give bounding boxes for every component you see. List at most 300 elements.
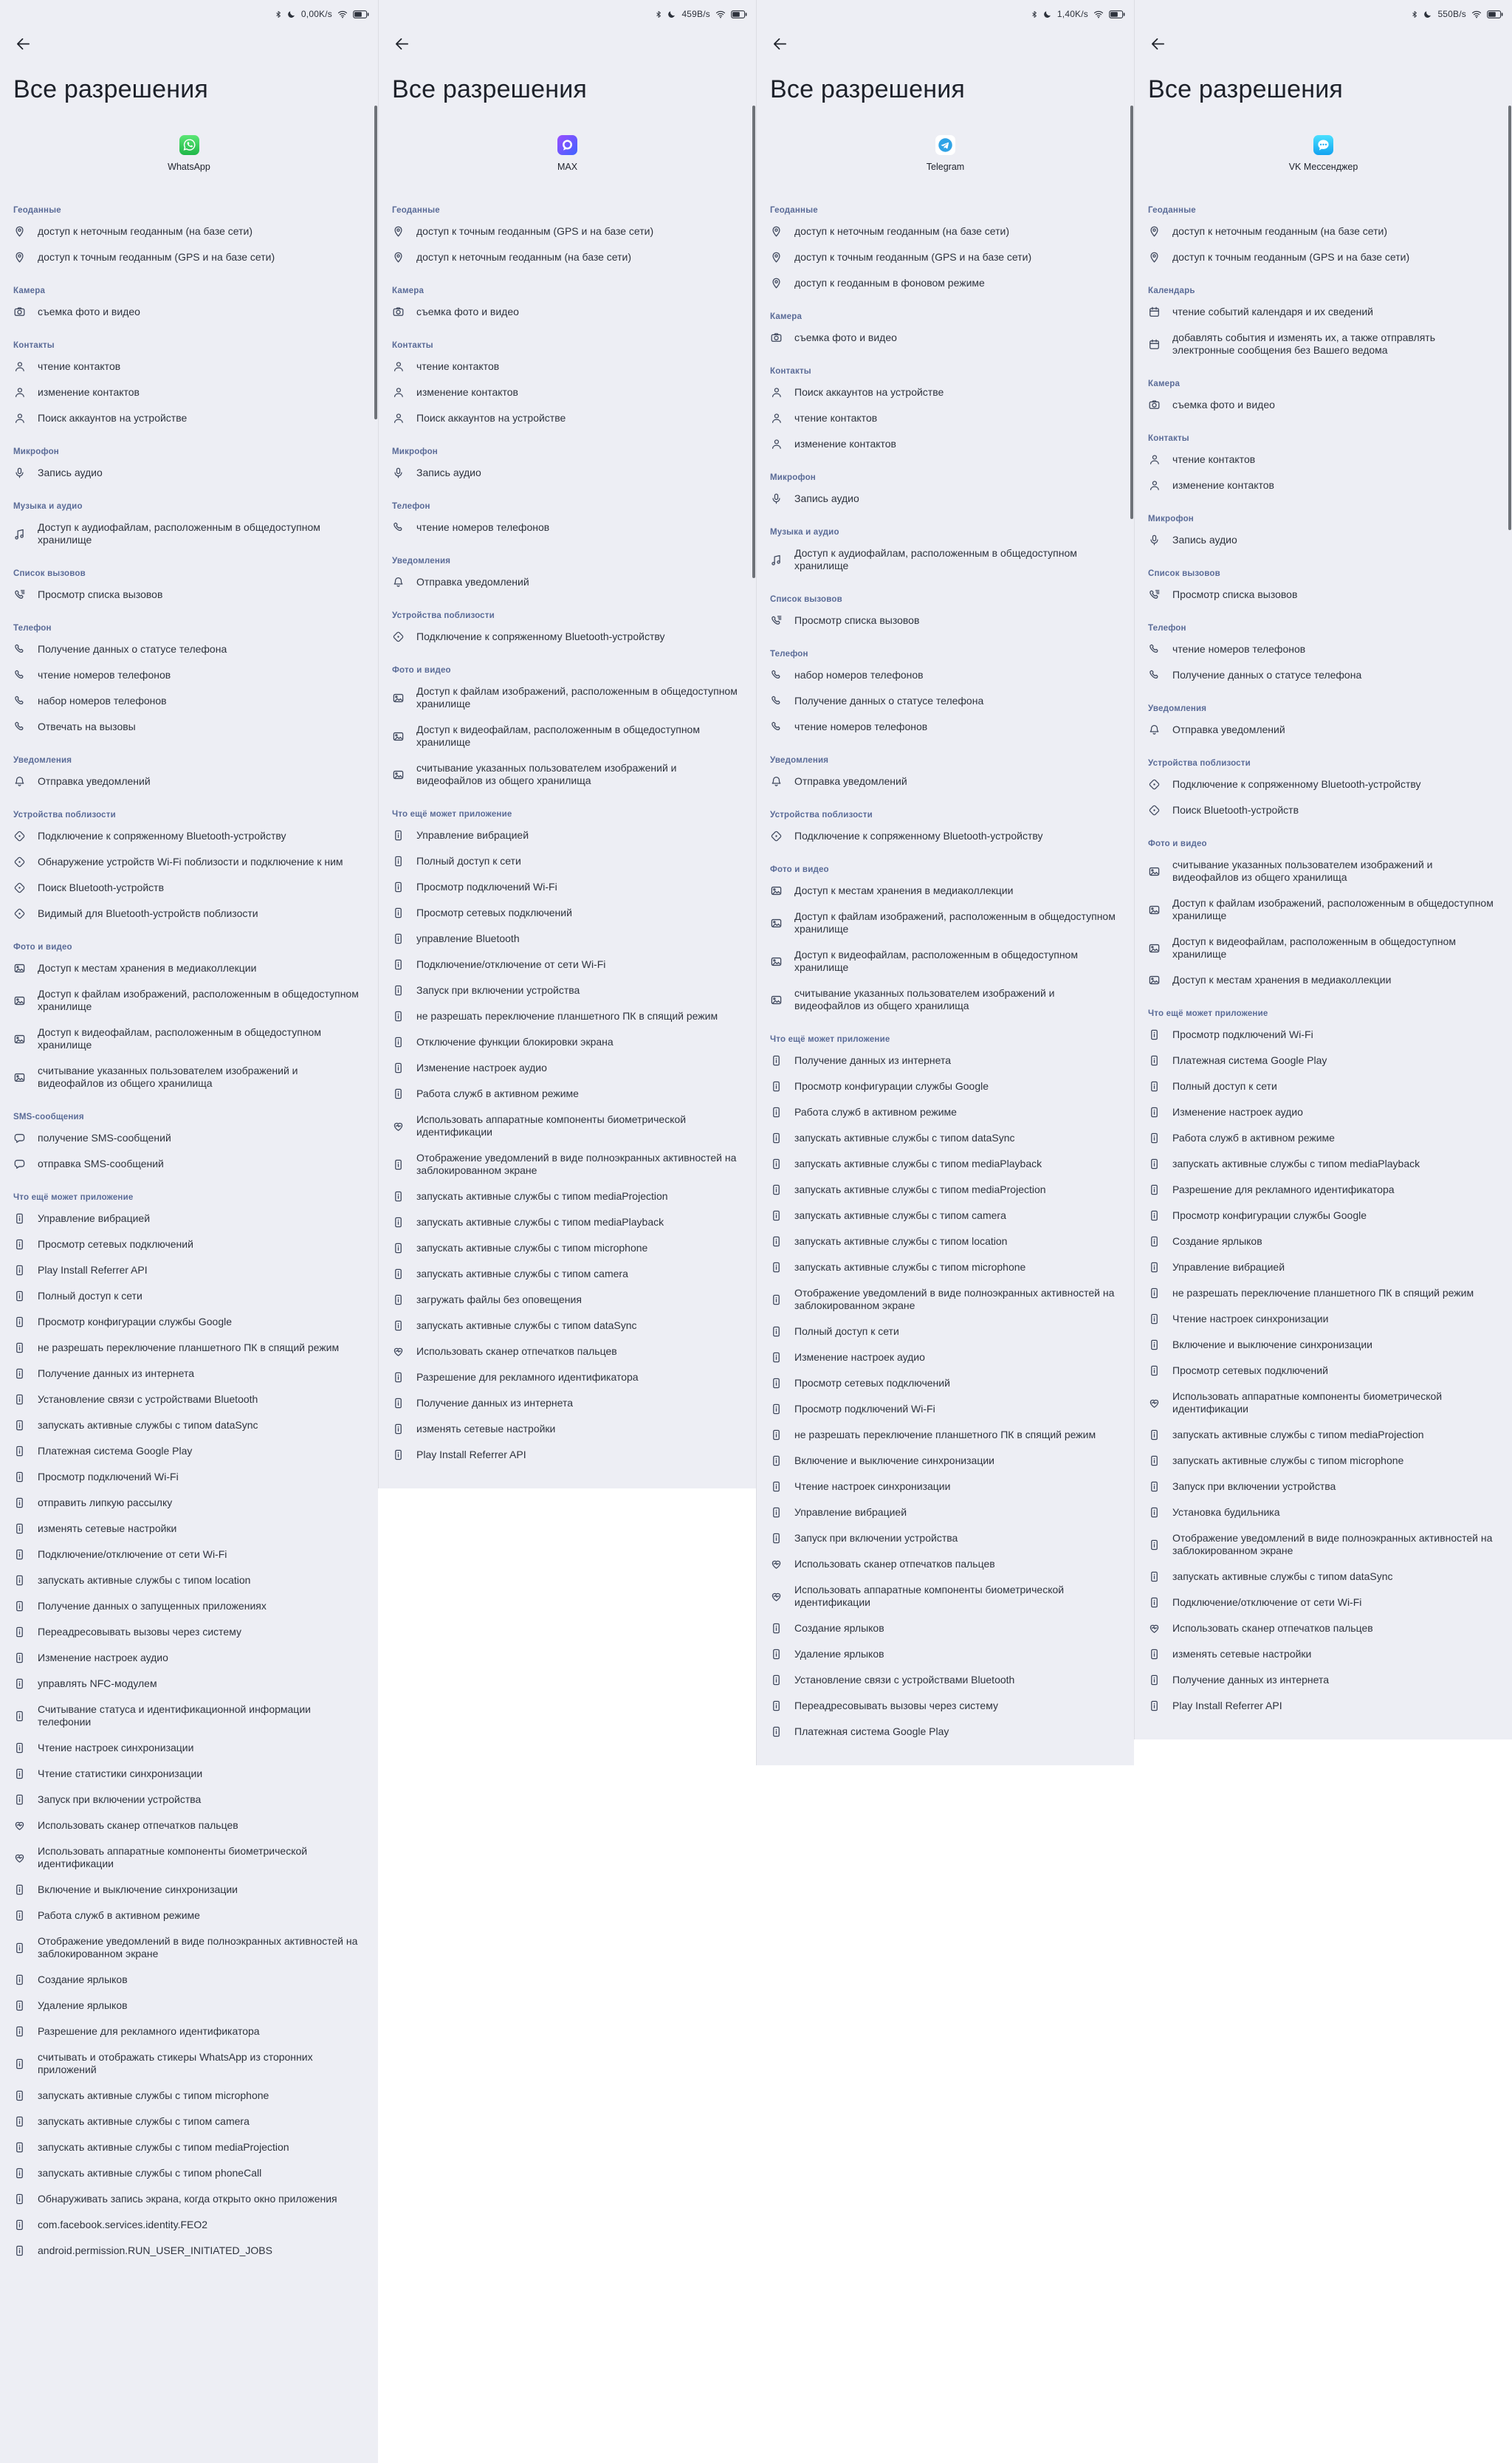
permission-section [379, 341, 756, 431]
permission-item [757, 1370, 1134, 1396]
permission-item [757, 1280, 1134, 1319]
permission-item [379, 354, 756, 379]
permission-item [0, 955, 378, 981]
permission-section [0, 624, 378, 740]
permission-item [1135, 772, 1512, 797]
permission-label: Работа служб в активном режиме [416, 1088, 579, 1099]
mic-icon [392, 467, 405, 479]
calllog-icon [13, 588, 26, 601]
person-icon [770, 412, 783, 425]
permission-label: не разрешать переключение планшетного ПК в спящий режим [38, 1342, 340, 1353]
permission-item [379, 569, 756, 595]
image-icon [1148, 904, 1161, 916]
permission-label: Отвечать на вызовы [38, 721, 136, 732]
permission-item [1135, 890, 1512, 929]
permission-item [379, 1287, 756, 1313]
permission-label: Создание ярлыков [794, 1622, 884, 1634]
info-icon [13, 1471, 26, 1483]
info-icon [1148, 1080, 1161, 1093]
permission-item [757, 405, 1134, 431]
page-title: Все разрешения [770, 75, 966, 103]
info-icon [13, 1652, 26, 1664]
permission-label: чтение контактов [1172, 453, 1256, 465]
image-icon [13, 1033, 26, 1045]
permission-item [0, 1490, 378, 1516]
permission-item [0, 515, 378, 553]
info-icon [13, 1238, 26, 1251]
permission-item [757, 1344, 1134, 1370]
image-icon [1148, 942, 1161, 955]
telegram-app-icon [935, 135, 955, 155]
permission-item [0, 1206, 378, 1232]
permission-section [379, 206, 756, 270]
permission-label: изменять сетевые настройки [416, 1423, 556, 1435]
info-icon [1148, 1028, 1161, 1041]
info-icon [392, 1088, 405, 1100]
permission-label: запускать активные службы с типом mediaProjection [1172, 1429, 1424, 1440]
permission-item [379, 822, 756, 848]
app-column [0, 0, 378, 2463]
info-icon [770, 1351, 783, 1364]
back-button[interactable] [772, 35, 791, 55]
permission-label: android.permission.RUN_USER_INITIATED_JOBS [38, 2244, 272, 2256]
section-header: Телефон [13, 624, 52, 633]
info-icon [392, 829, 405, 842]
permission-label: Использовать сканер отпечатков пальцев [794, 1558, 995, 1570]
permission-label: Подключение к сопряженному Bluetooth-устройству [416, 631, 665, 642]
permission-label: доступ к геоданным в фоновом режиме [794, 277, 985, 289]
permission-label: Включение и выключение синхронизации [38, 1883, 238, 1895]
info-icon [13, 1548, 26, 1561]
location-icon [770, 225, 783, 238]
permission-section [379, 611, 756, 650]
info-icon [770, 1106, 783, 1119]
permission-label: Получение данных из интернета [38, 1367, 194, 1379]
status-bar [379, 0, 756, 22]
info-icon [770, 1054, 783, 1067]
permission-label: Доступ к видеофайлам, расположенным в общедоступном хранилище [794, 949, 1078, 973]
permission-label: Запуск при включении устройства [794, 1532, 958, 1544]
permission-item [0, 1787, 378, 1813]
permission-item [1135, 1254, 1512, 1280]
scrollbar[interactable] [374, 106, 377, 419]
section-header: Камера [770, 312, 803, 321]
permission-item [379, 848, 756, 874]
info-icon [1148, 1364, 1161, 1377]
section-header: Геоданные [13, 206, 61, 215]
section-header: Что ещё может приложение [770, 1035, 890, 1044]
scrollbar[interactable] [1130, 106, 1133, 519]
info-icon [392, 907, 405, 919]
nearby-icon [13, 882, 26, 894]
network-speed: 1,40K/s [1056, 9, 1088, 19]
permission-item [379, 1313, 756, 1339]
permission-label: Отправка уведомлений [1172, 724, 1285, 735]
section-header: Микрофон [770, 473, 816, 482]
permission-label: Использовать сканер отпечатков пальцев [416, 1345, 617, 1357]
permission-item [379, 405, 756, 431]
permission-item [0, 1058, 378, 1096]
permission-label: Изменение настроек аудио [1172, 1106, 1303, 1118]
permission-label: Полный доступ к сети [1172, 1080, 1277, 1092]
section-header: Устройства поблизости [392, 611, 495, 620]
permission-label: Установка будильника [1172, 1506, 1280, 1518]
app-column [756, 0, 1134, 1765]
permission-item [757, 1551, 1134, 1577]
permission-item [0, 1020, 378, 1058]
permission-section [0, 502, 378, 553]
night-mode-icon [667, 10, 676, 18]
section-header: Устройства поблизости [770, 811, 873, 820]
permission-label: Поиск аккаунтов на устройстве [416, 412, 566, 424]
permission-label: запускать активные службы с типом microphone [1172, 1454, 1404, 1466]
permission-label: Чтение настроек синхронизации [1172, 1313, 1329, 1325]
section-header: Уведомления [1148, 704, 1207, 713]
info-icon [392, 1062, 405, 1074]
section-header: Фото и видео [770, 865, 829, 874]
back-button[interactable] [15, 35, 34, 55]
biometric-icon [1148, 1622, 1161, 1635]
nearby-icon [1148, 804, 1161, 817]
permission-item [1135, 1280, 1512, 1306]
permission-label: com.facebook.services.identity.FEO2 [38, 2219, 208, 2230]
info-icon [392, 1449, 405, 1461]
permission-label: запускать активные службы с типом microphone [38, 2089, 269, 2101]
permission-item [1135, 325, 1512, 363]
info-icon [13, 1445, 26, 1457]
biometric-icon [770, 1558, 783, 1570]
permission-label: Запись аудио [416, 467, 481, 478]
permission-label: Включение и выключение синхронизации [1172, 1339, 1372, 1350]
scrollbar[interactable] [1508, 106, 1511, 530]
permission-section [1135, 206, 1512, 270]
section-header: Уведомления [770, 756, 829, 765]
permission-section [757, 473, 1134, 512]
permission-item [0, 460, 378, 486]
permission-item [0, 1619, 378, 1645]
permission-section [0, 756, 378, 794]
permission-item [1135, 662, 1512, 688]
info-icon [13, 2058, 26, 2070]
info-icon [392, 1371, 405, 1384]
info-icon [13, 1909, 26, 1922]
permission-label: съемка фото и видео [416, 306, 519, 317]
section-header: Что ещё может приложение [1148, 1009, 1268, 1018]
permission-item [1135, 299, 1512, 325]
info-icon [13, 1999, 26, 2012]
section-header: Устройства поблизости [1148, 759, 1251, 768]
permission-label: Доступ к файлам изображений, расположенным в общедоступном хранилище [794, 910, 1116, 935]
permission-label: добавлять события и изменять их, а также отправлять электронные сообщения без Вашего ведома [1172, 332, 1435, 356]
permission-label: запускать активные службы с типом dataSync [416, 1319, 637, 1331]
whatsapp-app-icon [179, 135, 199, 155]
permission-label: доступ к точным геоданным (GPS и на базе сети) [1172, 251, 1410, 263]
permission-label: Отображение уведомлений в виде полноэкранных активностей на заблокированном экране [1172, 1532, 1493, 1556]
permission-item [0, 1838, 378, 1877]
permission-label: набор номеров телефонов [38, 695, 167, 707]
permission-item [757, 688, 1134, 714]
permission-section [379, 286, 756, 325]
permission-section [1135, 1009, 1512, 1719]
back-button[interactable] [1150, 35, 1169, 55]
sms-icon [13, 1132, 26, 1144]
biometric-icon [13, 1819, 26, 1832]
permission-item [1135, 582, 1512, 608]
permission-item [757, 1177, 1134, 1203]
permission-item [1135, 1125, 1512, 1151]
permission-item [757, 1615, 1134, 1641]
page-title: Все разрешения [392, 75, 588, 103]
permission-item [0, 1309, 378, 1335]
permission-item [757, 1641, 1134, 1667]
permission-item [757, 1099, 1134, 1125]
permission-item [0, 1516, 378, 1542]
biometric-icon [392, 1120, 405, 1133]
permission-label: Доступ к файлам изображений, расположенным в общедоступном хранилище [416, 685, 738, 710]
permission-label: Обнаружение устройств Wi-Fi поблизости и подключение к ним [38, 856, 343, 868]
permission-label: Поиск аккаунтов на устройстве [38, 412, 188, 424]
permission-label: Включение и выключение синхронизации [794, 1454, 994, 1466]
permission-item [1135, 967, 1512, 993]
permission-item [757, 662, 1134, 688]
permission-item [379, 219, 756, 244]
info-icon [13, 1419, 26, 1432]
permission-item [1135, 1074, 1512, 1099]
section-header: Микрофон [13, 447, 59, 456]
info-icon [392, 1010, 405, 1023]
permission-label: Платежная система Google Play [38, 1445, 193, 1457]
permission-label: Просмотр списка вызовов [38, 588, 163, 600]
permission-section [0, 286, 378, 325]
permission-label: Обнаруживать запись экрана, когда открыто окно приложения [38, 2193, 337, 2205]
info-icon [13, 1677, 26, 1690]
app-header [757, 135, 1134, 172]
permission-item [0, 1735, 378, 1761]
permission-label: набор номеров телефонов [794, 669, 924, 681]
info-icon [770, 1325, 783, 1338]
permission-label: Просмотр подключений Wi-Fi [1172, 1028, 1313, 1040]
permission-item [1135, 1448, 1512, 1474]
permission-item [1135, 1229, 1512, 1254]
network-speed: 550B/s [1437, 9, 1466, 19]
permission-label: Отображение уведомлений в виде полноэкранных активностей на заблокированном экране [38, 1935, 358, 1959]
phone-icon [13, 695, 26, 707]
permission-label: Подключение к сопряженному Bluetooth-устройству [794, 830, 1043, 842]
permission-item [757, 1693, 1134, 1719]
info-icon [770, 1532, 783, 1545]
location-icon [1148, 251, 1161, 264]
permission-label: Чтение настроек синхронизации [794, 1480, 951, 1492]
permission-label: Работа служб в активном режиме [794, 1106, 957, 1118]
permission-item [0, 1283, 378, 1309]
permission-label: считывание указанных пользователем изображений и видеофайлов из общего хранилища [1172, 859, 1433, 883]
permission-section [757, 206, 1134, 296]
back-arrow-icon [394, 43, 410, 55]
permission-label: Доступ к файлам изображений, расположенным в общедоступном хранилище [38, 988, 359, 1012]
info-icon [13, 2141, 26, 2154]
permission-label: Поиск Bluetooth-устройств [1172, 804, 1299, 816]
location-icon [13, 251, 26, 264]
permission-item [1135, 1203, 1512, 1229]
permission-label: запускать активные службы с типом dataSync [1172, 1570, 1393, 1582]
phone-icon [1148, 643, 1161, 656]
section-header: Что ещё может приложение [392, 810, 512, 819]
permission-label: изменение контактов [1172, 479, 1274, 491]
back-button[interactable] [394, 35, 413, 55]
scrollbar[interactable] [752, 106, 755, 578]
permission-label: Использовать аппаратные компоненты биометрической идентификации [794, 1584, 1065, 1608]
permission-label: Полный доступ к сети [794, 1325, 899, 1337]
permission-label: Управление вибрацией [794, 1506, 907, 1518]
nearby-icon [13, 830, 26, 842]
app-header [0, 135, 378, 172]
bell-icon [13, 775, 26, 788]
person-icon [392, 386, 405, 399]
permission-label: Работа служб в активном режиме [38, 1909, 200, 1921]
permission-label: Доступ к файлам изображений, расположенным в общедоступном хранилище [1172, 897, 1494, 921]
info-icon [1148, 1480, 1161, 1493]
section-header: Музыка и аудио [13, 502, 83, 511]
permission-item [1135, 1358, 1512, 1384]
night-mode-icon [1423, 10, 1432, 18]
permission-section [1135, 286, 1512, 363]
nearby-icon [13, 907, 26, 920]
permission-section [1135, 624, 1512, 688]
mic-icon [13, 467, 26, 479]
permission-item [757, 1229, 1134, 1254]
permission-item [379, 900, 756, 926]
permission-item [1135, 929, 1512, 967]
permission-item [0, 582, 378, 608]
permission-label: Отправка уведомлений [794, 775, 907, 787]
permission-item [0, 1671, 378, 1697]
music-icon [13, 528, 26, 540]
permission-label: Доступ к видеофайлам, расположенным в общедоступном хранилище [416, 724, 700, 748]
permission-item [757, 1422, 1134, 1448]
info-icon [13, 1742, 26, 1754]
permission-section [0, 1113, 378, 1177]
permission-label: чтение событий календаря и их сведений [1172, 306, 1373, 317]
info-icon [1148, 1339, 1161, 1351]
info-icon [13, 1710, 26, 1722]
battery-icon [1109, 10, 1125, 18]
permission-label: доступ к точным геоданным (GPS и на базе сети) [794, 251, 1032, 263]
permission-label: не разрешать переключение планшетного ПК в спящий режим [416, 1010, 718, 1022]
permission-label: чтение номеров телефонов [1172, 643, 1306, 655]
permission-item [0, 1903, 378, 1928]
permission-label: считывание указанных пользователем изображений и видеофайлов из общего хранилища [38, 1065, 298, 1089]
permission-item [379, 1235, 756, 1261]
section-header: Список вызовов [1148, 569, 1220, 578]
permission-label: Получение данных о запущенных приложениях [38, 1600, 267, 1612]
phone-icon [770, 721, 783, 733]
section-header: Камера [13, 286, 46, 295]
person-icon [13, 360, 26, 373]
permission-section [757, 811, 1134, 849]
permission-item [1135, 1177, 1512, 1203]
calllog-icon [1148, 588, 1161, 601]
permission-item [0, 1151, 378, 1177]
info-icon [13, 2115, 26, 2128]
section-header: Телефон [392, 502, 430, 511]
info-icon [13, 1600, 26, 1612]
section-header: Геоданные [392, 206, 440, 215]
permission-item [0, 2186, 378, 2212]
permission-label: запускать активные службы с типом location [794, 1235, 1008, 1247]
phone-icon [1148, 669, 1161, 681]
permission-label: чтение контактов [416, 360, 500, 372]
permission-item [379, 926, 756, 952]
permission-item [0, 2083, 378, 2109]
person-icon [770, 438, 783, 450]
battery-icon [1487, 10, 1503, 18]
permission-item [1135, 1099, 1512, 1125]
phone-icon [13, 643, 26, 656]
permission-item [757, 1525, 1134, 1551]
permission-label: Удаление ярлыков [38, 1999, 128, 2011]
permission-item [757, 980, 1134, 1019]
permission-label: запускать активные службы с типом mediaPlayback [416, 1216, 664, 1228]
permission-label: изменять сетевые настройки [38, 1522, 177, 1534]
page-title: Все разрешения [1148, 75, 1344, 103]
permission-item [379, 1339, 756, 1364]
section-header: Что ещё может приложение [13, 1193, 134, 1202]
permission-item [0, 1464, 378, 1490]
permission-label: Получение данных из интернета [1172, 1674, 1329, 1686]
permission-item [1135, 1474, 1512, 1500]
permission-label: Видимый для Bluetooth-устройств поблизости [38, 907, 258, 919]
info-icon [392, 1036, 405, 1048]
permission-item [1135, 1384, 1512, 1422]
permission-label: доступ к неточным геоданным (на базе сети) [794, 225, 1010, 237]
permission-section [379, 666, 756, 794]
permission-label: Отключение функции блокировки экрана [416, 1036, 614, 1048]
info-icon [392, 984, 405, 997]
person-icon [392, 412, 405, 425]
permission-item [0, 714, 378, 740]
permission-label: Доступ к местам хранения в медиаколлекции [794, 884, 1014, 896]
permission-label: Установление связи с устройствами Bluetooth [794, 1674, 1015, 1686]
permission-item [757, 878, 1134, 904]
permission-label: изменение контактов [38, 386, 140, 398]
permission-label: запускать активные службы с типом mediaPlayback [794, 1158, 1042, 1169]
biometric-icon [392, 1345, 405, 1358]
permission-label: доступ к неточным геоданным (на базе сети) [1172, 225, 1388, 237]
permission-label: Просмотр конфигурации службы Google [1172, 1209, 1367, 1221]
permission-label: Доступ к видеофайлам, расположенным в общедоступном хранилище [38, 1026, 321, 1051]
permission-label: Подключение/отключение от сети Wi-Fi [416, 958, 606, 970]
section-header: Уведомления [392, 557, 451, 566]
permission-section [0, 447, 378, 486]
permission-label: Просмотр списка вызовов [1172, 588, 1298, 600]
image-icon [1148, 865, 1161, 878]
app-column [1134, 0, 1512, 1739]
permission-label: Запись аудио [1172, 534, 1237, 546]
permission-label: Play Install Referrer API [416, 1449, 526, 1460]
section-header: Фото и видео [392, 666, 451, 675]
sms-icon [13, 1158, 26, 1170]
permission-item [0, 1125, 378, 1151]
image-icon [13, 962, 26, 975]
permission-item [757, 1396, 1134, 1422]
app-header [379, 135, 756, 172]
nearby-icon [1148, 778, 1161, 791]
permission-label: съемка фото и видео [38, 306, 140, 317]
permission-label: Запуск при включении устройства [38, 1793, 202, 1805]
permission-item [379, 755, 756, 794]
permission-item [757, 1448, 1134, 1474]
info-icon [13, 2244, 26, 2257]
